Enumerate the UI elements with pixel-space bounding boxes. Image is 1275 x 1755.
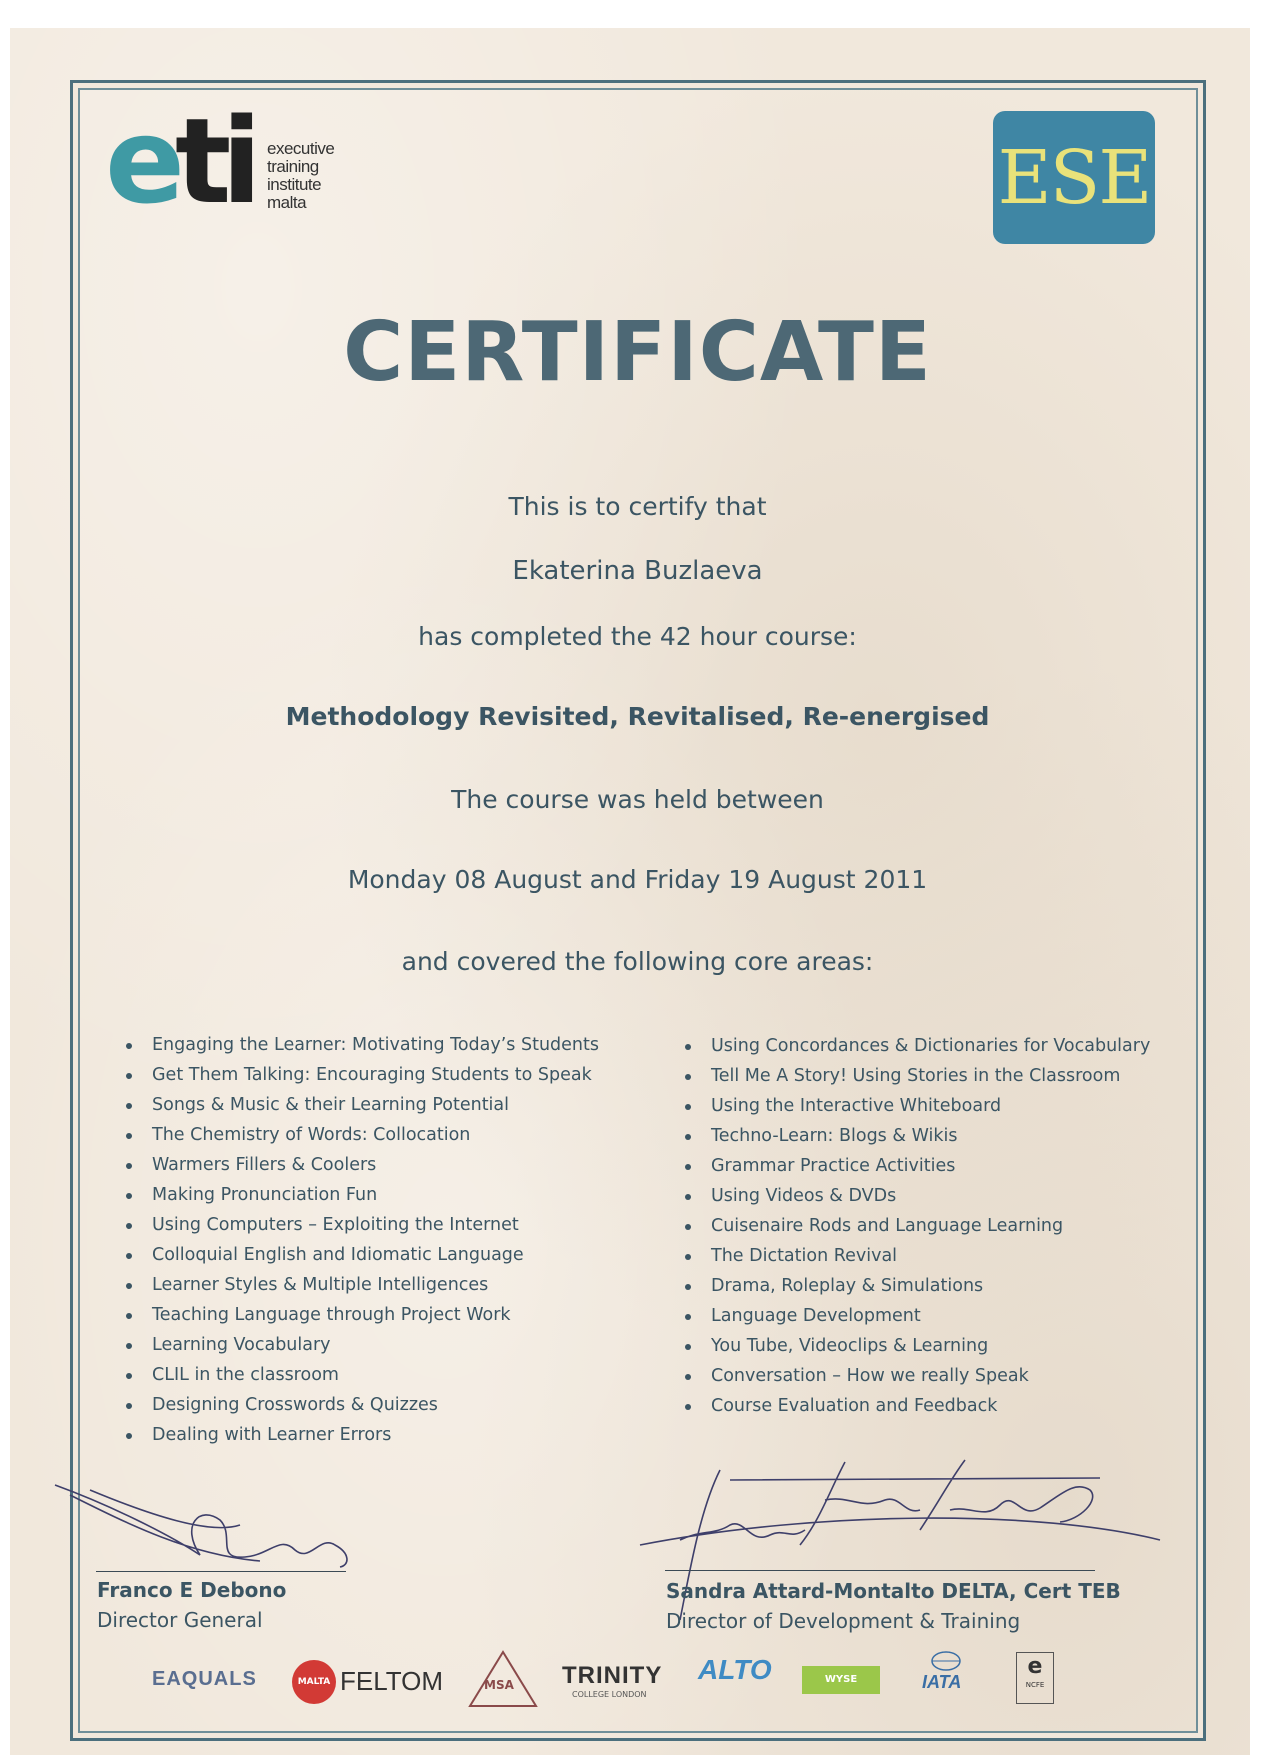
list-item: Learning Vocabulary [126, 1330, 599, 1360]
eti-logo-text: executive training institute malta [267, 139, 335, 212]
list-item: Teaching Language through Project Work [126, 1300, 599, 1330]
list-item: Conversation – How we really Speak [685, 1361, 1150, 1391]
iata-logo: IATA [922, 1672, 962, 1692]
list-item: Using Computers – Exploiting the Internet [126, 1210, 599, 1240]
wyse-logo: WYSE [802, 1666, 880, 1694]
accreditation-logos [150, 1650, 1070, 1710]
list-item: Colloquial English and Idiomatic Language [126, 1240, 599, 1270]
list-item: Course Evaluation and Feedback [685, 1391, 1150, 1421]
list-item: Get Them Talking: Encouraging Students to Speak [126, 1060, 599, 1090]
certificate-title: CERTIFICATE [343, 305, 932, 400]
list-item: Using the Interactive Whiteboard [685, 1091, 1150, 1121]
signatory-right-name: Sandra Attard-Montalto DELTA, Cert TEB [666, 1579, 1121, 1603]
list-item: Cuisenaire Rods and Language Learning [685, 1211, 1150, 1241]
feltom-badge-icon: MALTA [292, 1660, 336, 1704]
list-item: Language Development [685, 1301, 1150, 1331]
recipient-name: Ekaterina Buzlaeva [512, 556, 763, 586]
eti-logo-mark: eti [105, 92, 252, 230]
covered-line: and covered the following core areas: [401, 947, 874, 976]
signature-line-left [96, 1571, 346, 1572]
list-item: Dealing with Learner Errors [126, 1420, 599, 1450]
list-item: Techno-Learn: Blogs & Wikis [685, 1121, 1150, 1151]
eaquals-logo: EAQUALS [152, 1668, 257, 1690]
msa-logo: MSA [484, 1678, 514, 1692]
list-item: Drama, Roleplay & Simulations [685, 1271, 1150, 1301]
certify-line: This is to certify that [508, 492, 767, 521]
course-dates: Monday 08 August and Friday 19 August 2011 [347, 865, 928, 894]
eti-logo [105, 92, 365, 230]
core-areas-right [685, 1031, 1150, 1421]
signatory-left-role: Director General [97, 1608, 263, 1632]
signatory-right-role: Director of Development & Training [666, 1609, 1021, 1633]
ncfe-logo: e NCFE [1016, 1652, 1054, 1704]
list-item: Making Pronunciation Fun [126, 1180, 599, 1210]
course-title: Methodology Revisited, Revitalised, Re-energised [285, 702, 990, 731]
list-item: Engaging the Learner: Motivating Today’s Students [126, 1030, 599, 1060]
list-item: Designing Crosswords & Quizzes [126, 1390, 599, 1420]
trinity-logo: TRINITY [562, 1662, 663, 1689]
ese-logo: ESE [993, 111, 1155, 244]
completed-line: has completed the 42 hour course: [418, 622, 857, 651]
core-areas-left [126, 1030, 599, 1450]
list-item: CLIL in the classroom [126, 1360, 599, 1390]
list-item: Songs & Music & their Learning Potential [126, 1090, 599, 1120]
signature-right-scribble [620, 1450, 1180, 1630]
list-item: Grammar Practice Activities [685, 1151, 1150, 1181]
list-item: Using Videos & DVDs [685, 1181, 1150, 1211]
list-item: Tell Me A Story! Using Stories in the Classroom [685, 1061, 1150, 1091]
list-item: You Tube, Videoclips & Learning [685, 1331, 1150, 1361]
held-line: The course was held between [451, 785, 824, 814]
signature-line-right [665, 1570, 1095, 1571]
alto-logo: ALTO [698, 1654, 772, 1685]
signature-left-scribble [50, 1465, 370, 1575]
trinity-sub: COLLEGE LONDON [572, 1690, 647, 1699]
ncfe-mark-icon: e [1027, 1654, 1043, 1679]
feltom-logo: FELTOM [340, 1666, 444, 1696]
list-item: Using Concordances & Dictionaries for Vocabulary [685, 1031, 1150, 1061]
globe-icon [928, 1650, 964, 1672]
list-item: The Dictation Revival [685, 1241, 1150, 1271]
list-item: Warmers Fillers & Coolers [126, 1150, 599, 1180]
signatory-left-name: Franco E Debono [97, 1578, 287, 1602]
list-item: The Chemistry of Words: Collocation [126, 1120, 599, 1150]
list-item: Learner Styles & Multiple Intelligences [126, 1270, 599, 1300]
